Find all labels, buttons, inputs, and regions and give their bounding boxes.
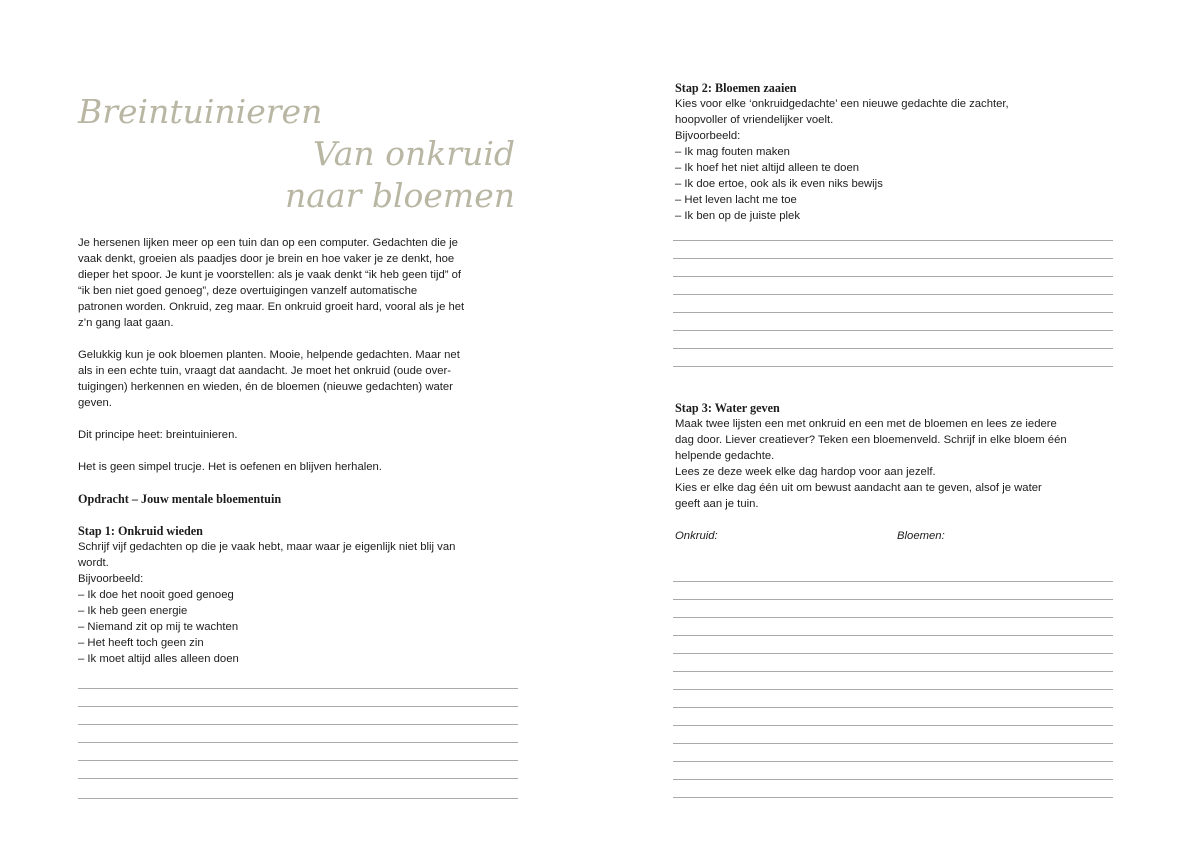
writing-line[interactable] bbox=[673, 779, 1113, 780]
writing-line[interactable] bbox=[673, 366, 1113, 367]
writing-line[interactable] bbox=[673, 653, 1113, 654]
writing-line[interactable] bbox=[673, 312, 1113, 313]
writing-line[interactable] bbox=[78, 760, 518, 761]
text-line: Kies voor elke ‘onkruidgedachte’ een nieuwe gedachte die zachter, bbox=[675, 98, 1009, 110]
list-item: – Ik hoef het niet altijd alleen te doen bbox=[675, 162, 860, 174]
writing-line[interactable] bbox=[673, 581, 1113, 582]
writing-line[interactable] bbox=[673, 276, 1113, 277]
list-item: – Het leven lacht me toe bbox=[675, 194, 797, 206]
step3-heading: Stap 3: Water geven bbox=[675, 401, 780, 415]
writing-line[interactable] bbox=[673, 743, 1113, 744]
list-item: – Het heeft toch geen zin bbox=[78, 637, 204, 649]
writing-line[interactable] bbox=[673, 707, 1113, 708]
text-line: patronen worden. Onkruid, zeg maar. En onkruid groeit hard, vooral als je het bbox=[78, 301, 465, 313]
text-line: tuigingen) herkennen en wieden, én de bloemen (nieuwe gedachten) water bbox=[78, 381, 453, 393]
text-line: Lees ze deze week elke dag hardop voor aan jezelf. bbox=[675, 466, 936, 478]
list-item: – Ik heb geen energie bbox=[78, 605, 188, 617]
list-item: – Niemand zit op mij te wachten bbox=[78, 621, 239, 633]
text-line: Gelukkig kun je ook bloemen planten. Mooie, helpende gedachten. Maar net bbox=[78, 349, 460, 361]
text-line: geven. bbox=[78, 397, 112, 409]
text-line: hoopvoller of vriendelijker voelt. bbox=[675, 114, 834, 126]
paragraph-2 bbox=[78, 347, 518, 411]
text-line: Schrijf vijf gedachten op die je vaak hebt, maar waar je eigenlijk niet blij van bbox=[78, 541, 456, 553]
title-line-3: naar bloemen bbox=[284, 176, 515, 215]
text-line: Bijvoorbeeld: bbox=[675, 130, 741, 142]
list-item: – Ik mag fouten maken bbox=[675, 146, 790, 158]
writing-line[interactable] bbox=[673, 348, 1113, 349]
list-item: – Ik ben op de juiste plek bbox=[675, 210, 800, 222]
list-item: – Ik doe ertoe, ook als ik even niks bewijs bbox=[675, 178, 883, 190]
list-item: – Ik doe het nooit goed genoeg bbox=[78, 589, 234, 601]
writing-line[interactable] bbox=[673, 797, 1113, 798]
writing-line[interactable] bbox=[673, 240, 1113, 241]
text-line: geeft aan je tuin. bbox=[675, 498, 759, 510]
text-line: z’n gang laat gaan. bbox=[78, 317, 174, 329]
text-line: Bijvoorbeeld: bbox=[78, 573, 144, 585]
text-line: als in een echte tuin, vraagt dat aandacht. Je moet het onkruid (oude over- bbox=[78, 365, 452, 377]
paragraph-3: Dit principe heet: breintuinieren. bbox=[78, 429, 238, 441]
onkruid-label: Onkruid: bbox=[675, 530, 718, 542]
writing-line[interactable] bbox=[673, 635, 1113, 636]
writing-line[interactable] bbox=[673, 599, 1113, 600]
writing-lines-step3[interactable] bbox=[673, 581, 1113, 799]
writing-line[interactable] bbox=[78, 798, 518, 799]
text-line: Kies er elke dag één uit om bewust aandacht aan te geven, alsof je water bbox=[675, 482, 1042, 494]
paragraph-4: Het is geen simpel trucje. Het is oefenen en blijven herhalen. bbox=[78, 461, 382, 473]
writing-line[interactable] bbox=[673, 761, 1113, 762]
writing-line[interactable] bbox=[673, 258, 1113, 259]
bloemen-label: Bloemen: bbox=[897, 530, 945, 542]
writing-lines-step1[interactable] bbox=[78, 688, 518, 800]
step1-body bbox=[78, 539, 518, 667]
list-item: – Ik moet altijd alles alleen doen bbox=[78, 653, 239, 665]
text-line: dieper het spoor. Je kunt je voorstellen: als je vaak denkt “ik heb geen tijd” of bbox=[78, 269, 462, 281]
text-line: wordt. bbox=[78, 557, 109, 569]
text-line: Maak twee lijsten een met onkruid en een met de bloemen en lees ze iedere bbox=[675, 418, 1057, 430]
text-line: helpende gedachte. bbox=[675, 450, 775, 462]
step1-heading: Stap 1: Onkruid wieden bbox=[78, 524, 203, 538]
writing-line[interactable] bbox=[78, 742, 518, 743]
step2-heading: Stap 2: Bloemen zaaien bbox=[675, 81, 797, 95]
assignment-heading: Opdracht – Jouw mentale bloementuin bbox=[78, 492, 282, 506]
writing-line[interactable] bbox=[78, 706, 518, 707]
text-line: dag door. Liever creatiever? Teken een bloemenveld. Schrijf in elke bloem één bbox=[675, 434, 1067, 446]
writing-line[interactable] bbox=[673, 617, 1113, 618]
step2-body bbox=[675, 96, 1115, 224]
intro-paragraph bbox=[78, 235, 518, 331]
left-page bbox=[0, 0, 595, 842]
writing-line[interactable] bbox=[673, 725, 1113, 726]
writing-line[interactable] bbox=[78, 778, 518, 779]
writing-lines-step2[interactable] bbox=[673, 240, 1113, 368]
writing-line[interactable] bbox=[673, 689, 1113, 690]
writing-line[interactable] bbox=[673, 671, 1113, 672]
step3-body bbox=[675, 416, 1120, 512]
text-line: vaak denkt, groeien als paadjes door je brein en hoe vaker je ze denkt, hoe bbox=[78, 253, 455, 265]
right-page bbox=[596, 0, 1191, 842]
text-line: Je hersenen lijken meer op een tuin dan op een computer. Gedachten die je bbox=[78, 237, 458, 249]
writing-line[interactable] bbox=[673, 294, 1113, 295]
title-line-1: Breintuinieren bbox=[78, 92, 323, 131]
title-line-2: Van onkruid bbox=[312, 134, 515, 173]
text-line: “ik ben niet goed genoeg”, deze overtuigingen vanzelf automatische bbox=[78, 285, 418, 297]
writing-line[interactable] bbox=[78, 724, 518, 725]
writing-line[interactable] bbox=[673, 330, 1113, 331]
writing-line[interactable] bbox=[78, 688, 518, 689]
